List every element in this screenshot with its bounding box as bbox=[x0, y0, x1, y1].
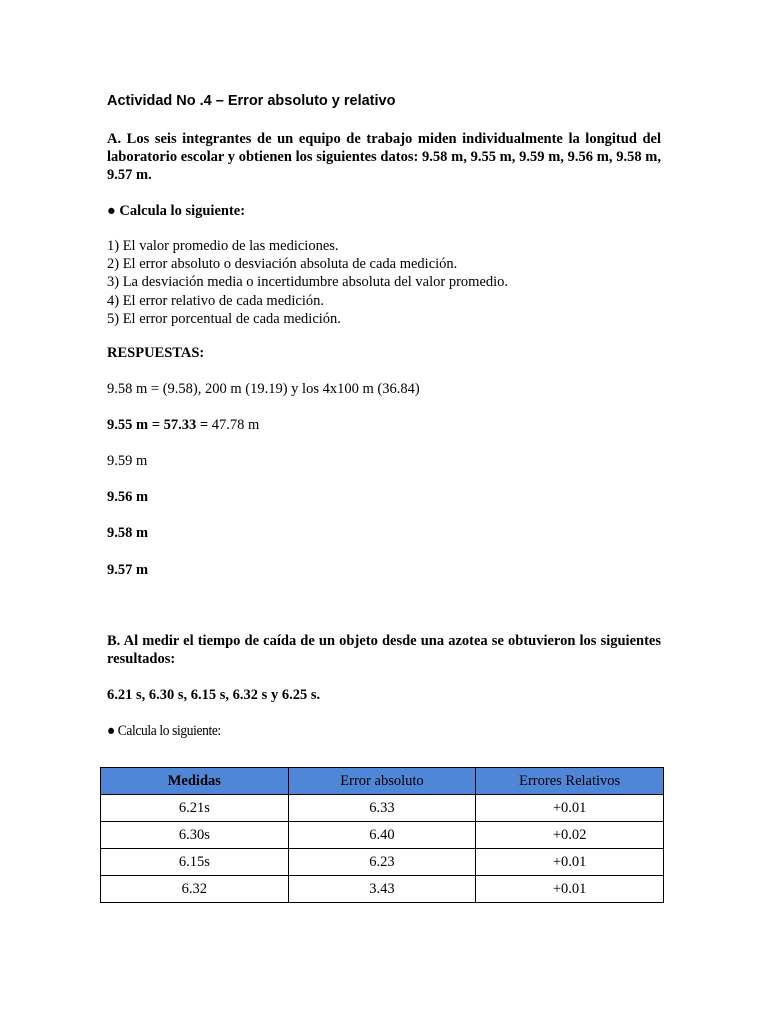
column-header-errores-relativos: Errores Relativos bbox=[476, 768, 664, 795]
table-cell: 6.33 bbox=[288, 795, 476, 822]
answer-line-6: 9.57 m bbox=[107, 562, 149, 578]
table-header-row bbox=[101, 768, 664, 795]
column-header-error-absoluto: Error absoluto bbox=[288, 768, 476, 795]
table-cell: +0.01 bbox=[476, 876, 664, 903]
table-cell: 6.30s bbox=[101, 822, 289, 849]
table-cell: 3.43 bbox=[288, 876, 476, 903]
section-a-intro: A. Los seis integrantes de un equipo de trabajo miden individualmente la longitud del laboratorio escolar y obtienen los siguientes datos: 9.58 m, 9.55 m, 9.59 m, 9.56 m, 9.58 m, 9.57 m. bbox=[107, 131, 661, 183]
table-row bbox=[101, 795, 664, 822]
table-cell: +0.02 bbox=[476, 822, 664, 849]
table-cell: 6.21s bbox=[101, 795, 289, 822]
page-title: Actividad No .4 – Error absoluto y relativo bbox=[107, 93, 396, 109]
section-a-task-list bbox=[107, 237, 508, 328]
task-item: 1) El valor promedio de las mediciones. bbox=[107, 238, 339, 254]
answer-line-2 bbox=[107, 417, 259, 434]
task-item: 3) La desviación media o incertidumbre absoluta del valor promedio. bbox=[107, 274, 509, 291]
section-b-calc-heading: ● Calcula lo siguiente: bbox=[107, 723, 221, 739]
answer-line-4: 9.56 m bbox=[107, 489, 149, 505]
answer-line-2-bold: 9.55 m = 57.33 = bbox=[107, 417, 209, 433]
table-cell: 6.23 bbox=[288, 849, 476, 876]
section-b-intro: B. Al medir el tiempo de caída de un objeto desde una azotea se obtuvieron los siguientes resultados: bbox=[107, 633, 661, 667]
task-item: 2) El error absoluto o desviación absoluta de cada medición. bbox=[107, 256, 458, 273]
table-row bbox=[101, 849, 664, 876]
answer-line-1: 9.58 m = (9.58), 200 m (19.19) y los 4x100 m (36.84) bbox=[107, 381, 420, 397]
task-item: 4) El error relativo de cada medición. bbox=[107, 292, 324, 309]
task-item: 5) El error porcentual de cada medición. bbox=[107, 310, 341, 327]
answer-line-2-rest: 47.78 m bbox=[208, 417, 260, 433]
section-b-data-line: 6.21 s, 6.30 s, 6.15 s, 6.32 s y 6.25 s. bbox=[107, 687, 321, 703]
section-a-calc-heading: ● Calcula lo siguiente: bbox=[107, 203, 246, 219]
answer-line-5: 9.58 m bbox=[107, 525, 149, 541]
results-table bbox=[100, 767, 664, 903]
table-row bbox=[101, 822, 664, 849]
table-cell: 6.40 bbox=[288, 822, 476, 849]
table-row bbox=[101, 876, 664, 903]
column-header-medidas: Medidas bbox=[101, 768, 289, 795]
table-cell: +0.01 bbox=[476, 849, 664, 876]
table-cell: +0.01 bbox=[476, 795, 664, 822]
answer-line-3: 9.59 m bbox=[107, 453, 148, 469]
answers-heading: RESPUESTAS: bbox=[107, 345, 205, 361]
table-cell: 6.15s bbox=[101, 849, 289, 876]
table-cell: 6.32 bbox=[101, 876, 289, 903]
